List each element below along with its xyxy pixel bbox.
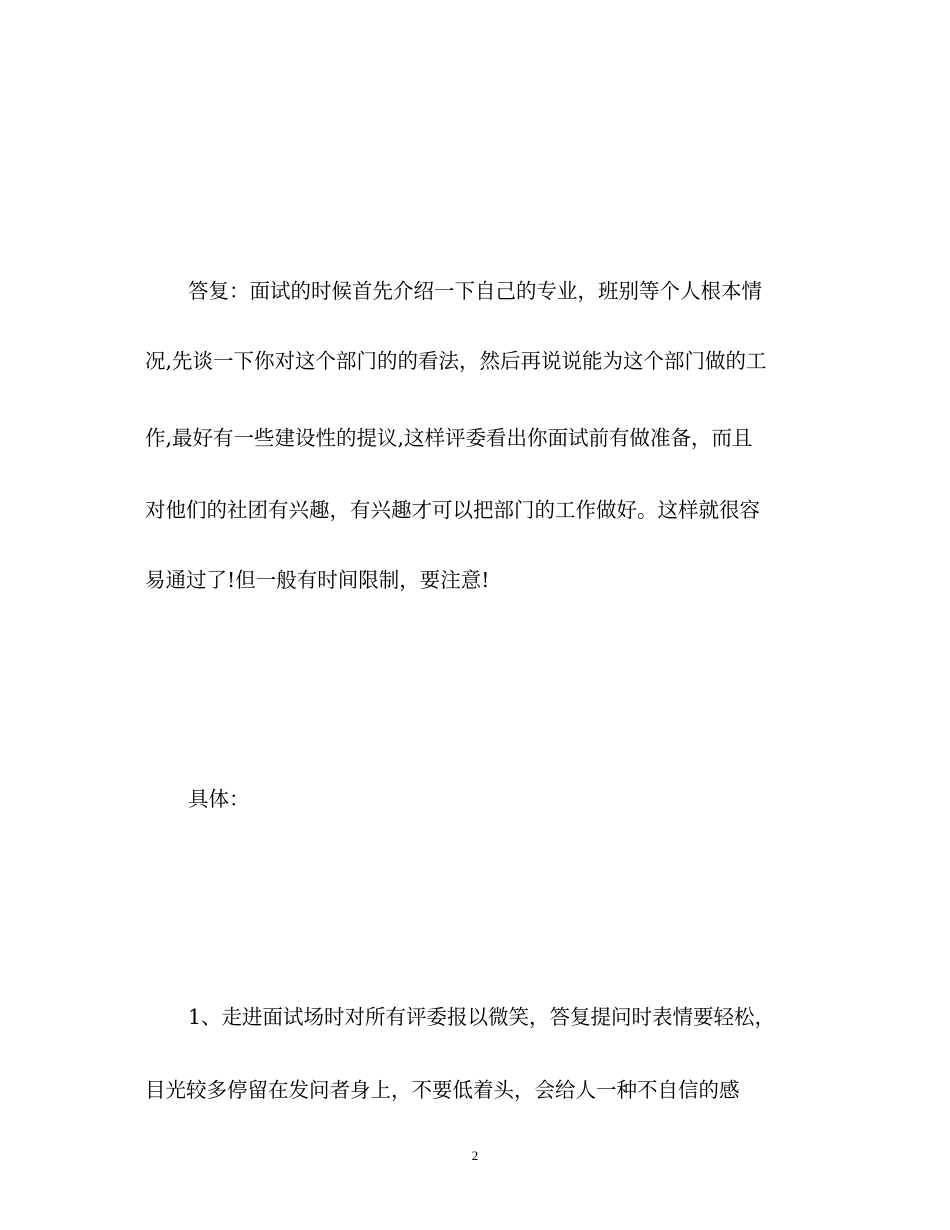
paragraph-line: 1、走进面试场时对所有评委报以微笑，答复提问时表情要轻松，	[188, 1005, 776, 1029]
paragraph-line: 对他们的社团有兴趣，有兴趣才可以把部门的工作做好。这样就很容	[145, 498, 760, 522]
paragraph-line: 况,先谈一下你对这个部门的的看法，然后再说说能为这个部门做的工	[145, 349, 767, 373]
page-number: 2	[471, 1148, 479, 1163]
paragraph-line: 作,最好有一些建设性的提议,这样评委看出你面试前有做准备，而且	[145, 426, 753, 450]
paragraph-line: 答复：面试的时候首先介绍一下自己的专业，班别等个人根本情	[188, 279, 762, 303]
section-heading: 具体：	[188, 787, 250, 811]
paragraph-line: 易通过了!但一般有时间限制，要注意!	[145, 568, 490, 592]
paragraph-line: 目光较多停留在发问者身上，不要低着头，会给人一种不自信的感	[145, 1078, 740, 1102]
